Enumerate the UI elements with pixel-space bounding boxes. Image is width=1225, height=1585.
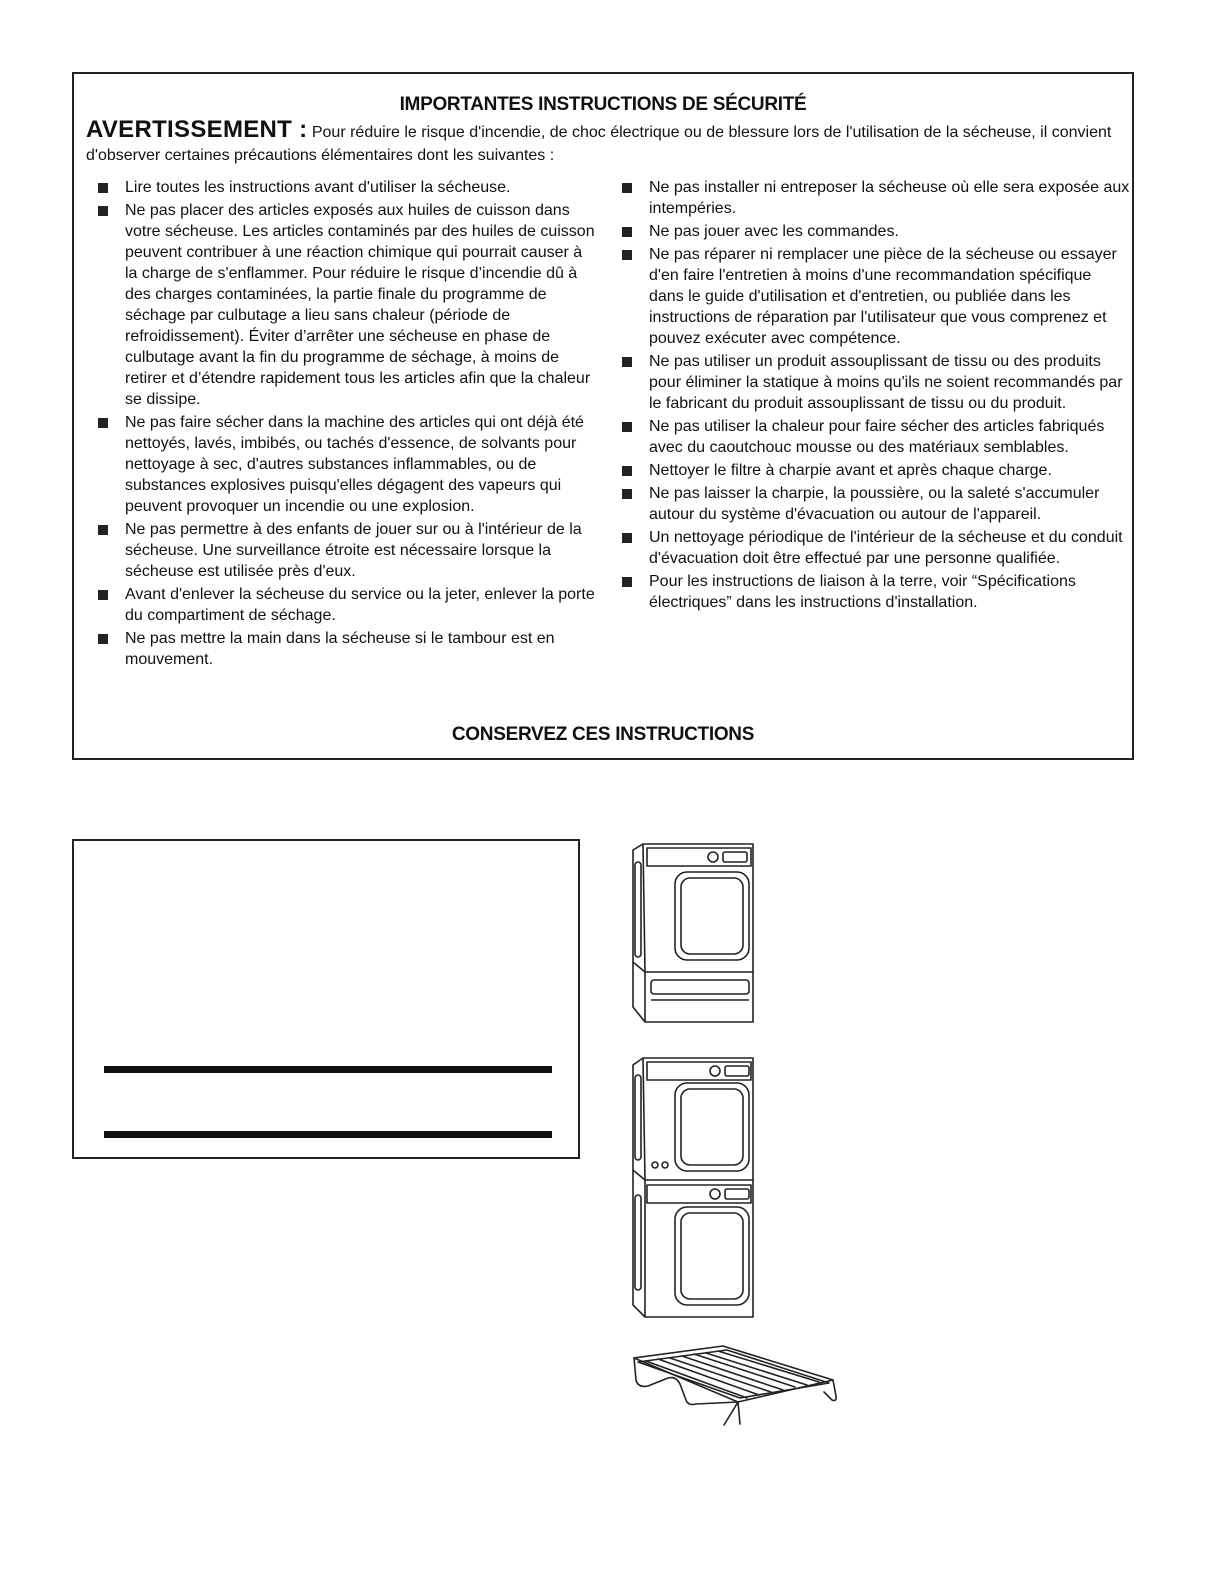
bullet-square-icon [98,634,108,644]
list-item: Un nettoyage périodique de l'intérieur de la sécheuse et du conduit d'évacuation doit être effectué par une personne qualifiée. [620,527,1130,569]
dryer-on-pedestal-icon [625,842,760,1027]
safety-instructions-box [72,72,1134,760]
left-instructions-list [96,177,596,672]
list-item: Ne pas réparer ni remplacer une pièce de la sécheuse ou essayer d'en faire l'entretien à moins d'une recommandation spécifique dans le guide d'utilisation et d'entretien, ou publiée dans les instructions de réparation par l'utilisateur que vous comprenez et pouvez exécuter avec compétence. [620,244,1130,349]
list-item: Ne pas placer des articles exposés aux huiles de cuisson dans votre sécheuse. Les articles contaminés par des huiles de cuisson peuvent contribuer à une réaction chimique qui pourrait causer à la charge de s'enflammer. Pour réduire le risque d’incendie dû à des charges contaminées, la partie finale du programme de séchage par culbutage a lieu sans chaleur (période de refroidissement). Éviter d’arrêter une sécheuse en phase de culbutage avant la fin du programme de séchage, à moins de retirer et d’étendre rapidement tous les articles afin que la chaleur se dissipe. [96,200,596,410]
bullet-square-icon [622,489,632,499]
bullet-square-icon [622,422,632,432]
list-item: Ne pas laisser la charpie, la poussière, ou la saleté s'accumuler autour du système d'évacuation ou autour de l'appareil. [620,483,1130,525]
bullet-square-icon [98,590,108,600]
list-item: Ne pas faire sécher dans la machine des articles qui ont déjà été nettoyés, lavés, imbibés, ou tachés d'essence, de solvants pour nettoyage à sec, d'autres substances inflammables, ou de substances explosives puisqu'elles dégagent des vapeurs qui peuvent provoquer un incendie ou une explosion. [96,412,596,517]
list-item: Ne pas jouer avec les commandes. [620,221,1130,242]
bullet-square-icon [622,227,632,237]
list-item: Ne pas installer ni entreposer la sécheuse où elle sera exposée aux intempéries. [620,177,1130,219]
list-item: Pour les instructions de liaison à la terre, voir “Spécifications électriques” dans les instructions d'installation. [620,571,1130,613]
save-instructions-footer: CONSERVEZ CES INSTRUCTIONS [451,724,755,745]
list-item: Ne pas utiliser un produit assouplissant de tissu ou des produits pour éliminer la statique à moins qu'ils ne soient recommandés par le fabricant du produit assouplissant de tissu ou du produit. [620,351,1130,414]
list-item: Ne pas permettre à des enfants de jouer sur ou à l'intérieur de la sécheuse. Une surveillance étroite est nécessaire lorsque la sécheuse est utilisée près d'eux. [96,519,596,582]
safety-title: IMPORTANTES INSTRUCTIONS DE SÉCURITÉ [399,94,807,115]
bullet-square-icon [98,183,108,193]
bullet-square-icon [622,533,632,543]
list-item: Ne pas mettre la main dans la sécheuse si le tambour est en mouvement. [96,628,596,670]
list-item: Ne pas utiliser la chaleur pour faire sécher des articles fabriqués avec du caoutchouc mousse ou des matériaux semblables. [620,416,1130,458]
bullet-square-icon [98,418,108,428]
bullet-square-icon [622,250,632,260]
warning-paragraph [86,118,1112,167]
bullet-square-icon [622,577,632,587]
stacked-dryers-icon [625,1055,760,1323]
divider-rule [104,1066,552,1073]
list-item: Avant d'enlever la sécheuse du service ou la jeter, enlever la porte du compartiment de séchage. [96,584,596,626]
drying-rack-icon [628,1340,843,1430]
list-item: Lire toutes les instructions avant d'utiliser la sécheuse. [96,177,596,198]
bullet-square-icon [622,183,632,193]
right-instructions-list [620,177,1130,615]
list-item: Nettoyer le filtre à charpie avant et après chaque charge. [620,460,1130,481]
warning-text: Pour réduire le risque d'incendie, de choc électrique ou de blessure lors de l'utilisation de la sécheuse, il convient d'observer certaines précautions élémentaires dont les suivantes : [86,124,1112,164]
bullet-square-icon [98,525,108,535]
divider-rule [104,1131,552,1138]
bullet-square-icon [98,206,108,216]
blank-notes-box [72,839,580,1159]
bullet-square-icon [622,466,632,476]
bullet-square-icon [622,357,632,367]
warning-label: AVERTISSEMENT : [86,116,308,143]
